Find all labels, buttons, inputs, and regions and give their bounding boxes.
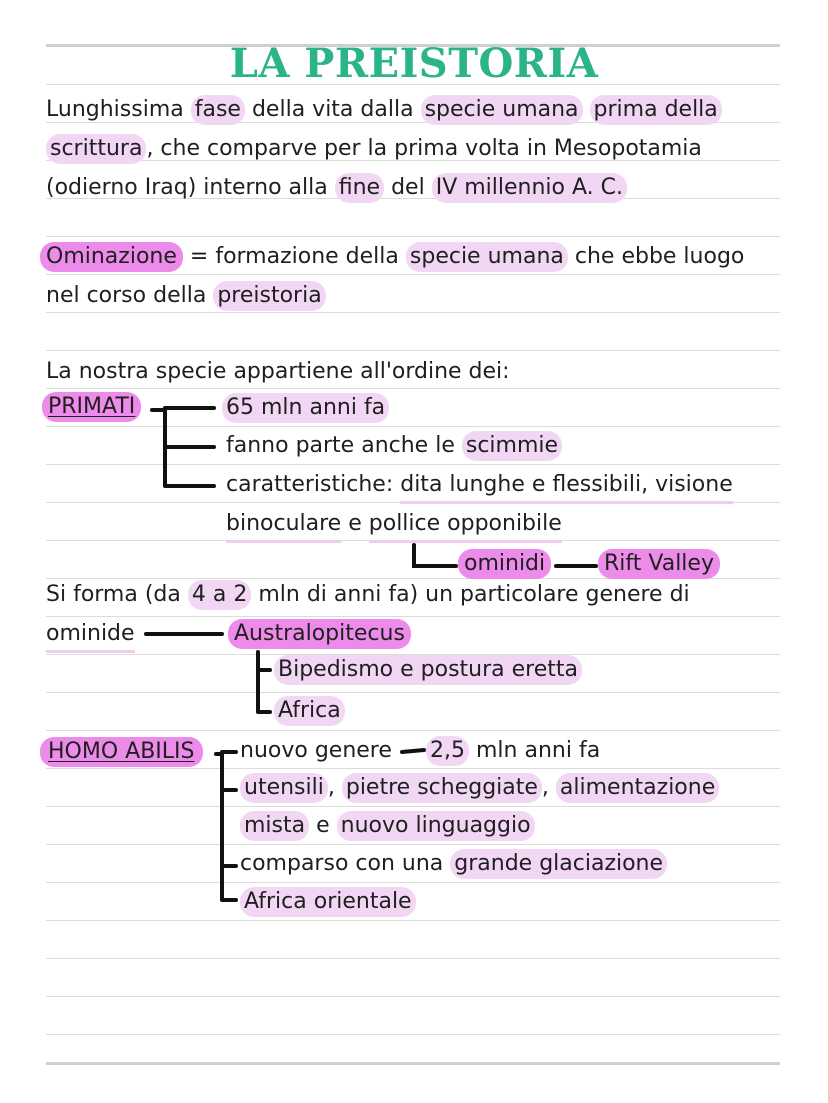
highlight: utensili [240, 773, 328, 803]
highlight: specie umana [421, 95, 583, 125]
highlight: specie umana [406, 242, 568, 272]
ominidi-label [458, 549, 551, 579]
text: Lunghissima [46, 97, 184, 122]
primati-label [42, 392, 141, 422]
underlined-text: dita lunghe e flessibili, visione [400, 470, 733, 504]
rift-valley-label [598, 549, 720, 579]
keyword-rift-valley: Rift Valley [598, 549, 720, 579]
text: comparso con una [240, 851, 444, 876]
highlight: Africa [274, 696, 345, 726]
text: e [348, 511, 362, 536]
text: del [391, 175, 425, 200]
ominazione-line-1 [40, 242, 744, 272]
underlined-text: ominide [46, 619, 135, 653]
keyword-ominidi: ominidi [458, 549, 551, 579]
text: (odierno Iraq) interno alla [46, 175, 328, 200]
text: caratteristiche: [226, 472, 394, 497]
highlight: 4 a 2 [188, 580, 251, 610]
keyword-ominazione: Ominazione [40, 242, 183, 272]
text: fanno parte anche le [226, 433, 455, 458]
primati-branch-3-cont [226, 509, 562, 543]
text: nel corso della [46, 283, 207, 308]
ominide-label [46, 619, 135, 653]
highlight: Bipedismo e postura eretta [274, 655, 582, 685]
text: , [541, 775, 549, 800]
highlight: 2,5 [426, 736, 469, 766]
text: , [327, 775, 335, 800]
homo-branch-1b [426, 736, 600, 766]
text: , che comparve per la prima volta in Mesopotamia [146, 136, 702, 161]
homo-branch-4 [240, 887, 416, 917]
homo-branch-3 [240, 849, 667, 879]
underlined-text: binoculare [226, 509, 341, 543]
text: che ebbe luogo [574, 244, 745, 269]
text: della vita dalla [251, 97, 414, 122]
australo-branch-2 [274, 696, 345, 726]
text: mln anni fa [476, 738, 601, 763]
keyword-australopitecus: Australopitecus [228, 619, 411, 649]
text: e [316, 813, 330, 838]
ominazione-line-2 [46, 281, 326, 311]
highlight: fase [191, 95, 245, 125]
homo-abilis-label [40, 737, 203, 767]
primati-branch-1 [222, 393, 389, 423]
highlight: scrittura [46, 134, 146, 164]
text: nuovo genere [240, 738, 392, 763]
highlight: prima della [590, 95, 722, 125]
highlight: Africa orientale [240, 887, 416, 917]
homo-branch-1a [240, 736, 392, 766]
primati-intro: La nostra specie appartiene all'ordine dei: [46, 359, 510, 384]
australo-branch-1 [274, 655, 582, 685]
intro-line-3 [46, 173, 627, 203]
highlight: preistoria [213, 281, 325, 311]
primati-branch-3 [226, 470, 733, 504]
keyword-primati: PRIMATI [42, 392, 141, 422]
homo-branch-2-cont [240, 811, 535, 841]
highlight: scimmie [462, 431, 562, 461]
text: mln di anni fa) un particolare genere di [258, 582, 690, 607]
highlight: alimentazione [556, 773, 719, 803]
keyword-homo-abilis: HOMO ABILIS [40, 737, 203, 767]
highlight: pietre scheggiate [342, 773, 542, 803]
text: Si forma (da [46, 582, 181, 607]
highlight: fine [335, 173, 384, 203]
intro-line-2 [46, 134, 702, 164]
australopitecus-name [228, 619, 411, 649]
page-title: LA PREISTORIA [229, 40, 599, 87]
highlight: nuovo linguaggio [337, 811, 535, 841]
homo-branch-2 [240, 773, 719, 803]
primati-branch-2 [226, 431, 562, 461]
highlight: mista [240, 811, 309, 841]
highlight: 65 mln anni fa [222, 393, 389, 423]
text: = formazione della [189, 244, 399, 269]
highlight: IV millennio A. C. [432, 173, 627, 203]
highlight: grande glaciazione [450, 849, 667, 879]
australo-line-1 [46, 580, 690, 610]
underlined-text: pollice opponibile [369, 509, 562, 543]
intro-line-1 [46, 95, 722, 125]
